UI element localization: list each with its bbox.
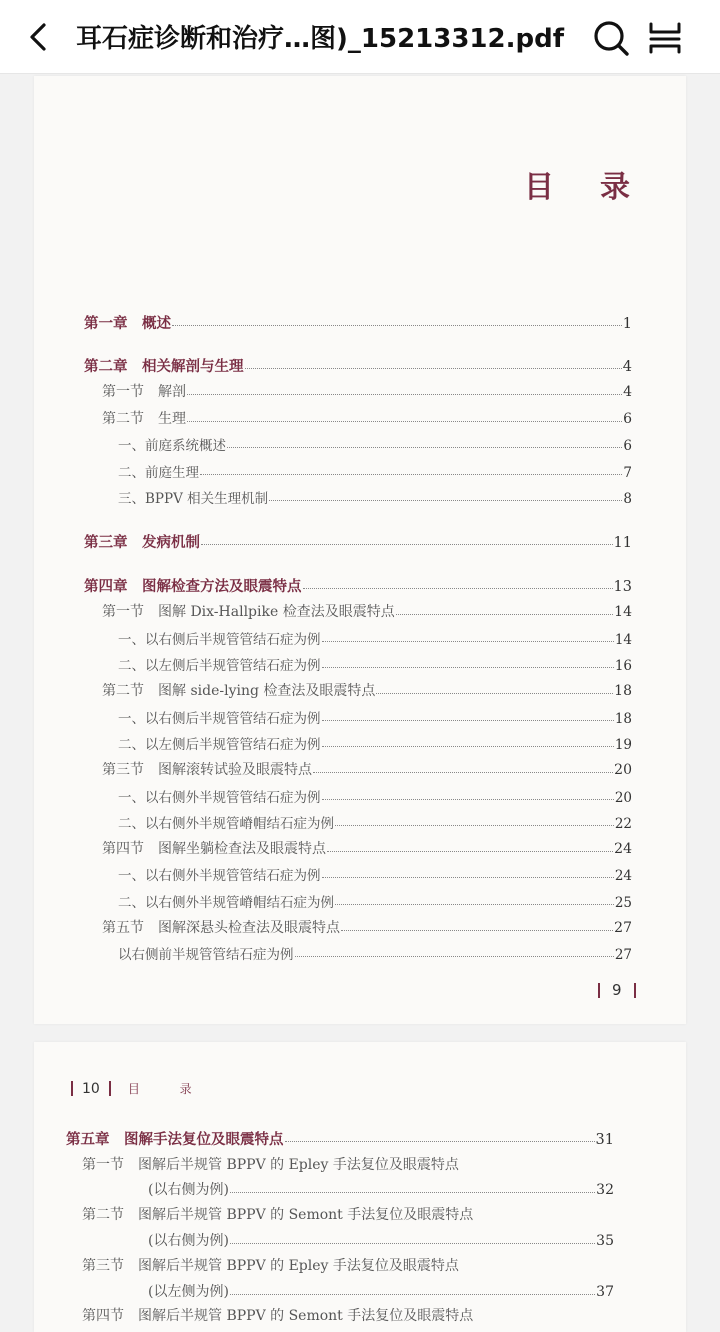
toc-entry[interactable]: 一、以右侧后半规管管结石症为例 18 xyxy=(118,711,632,727)
toc-entry[interactable]: 三、BPPV 相关生理机制 8 xyxy=(118,491,632,507)
toc-entry[interactable]: 第一节 图解后半规管 BPPV 的 Epley 手法复位及眼震特点 xyxy=(82,1157,459,1173)
toc-entry[interactable]: 第三节 图解后半规管 BPPV 的 Epley 手法复位及眼震特点 xyxy=(82,1258,459,1274)
toc-entry[interactable]: 第二节 图解后半规管 BPPV 的 Semont 手法复位及眼震特点 xyxy=(82,1207,474,1223)
toc-entry[interactable]: 第三节 图解滚转试验及眼震特点 20 xyxy=(102,762,632,778)
back-button[interactable] xyxy=(22,21,54,53)
toc-entry[interactable]: 一、以右侧后半规管管结石症为例 14 xyxy=(118,632,632,648)
toc-entry[interactable]: (以右侧为例) 35 xyxy=(148,1233,614,1249)
toc-entry[interactable]: 第三章 发病机制 11 xyxy=(84,534,632,551)
running-title: 目 录 xyxy=(127,1082,210,1096)
toc-entry[interactable]: 一、前庭系统概述 6 xyxy=(118,438,632,454)
divider xyxy=(71,1081,73,1096)
toc-entry[interactable]: 二、以左侧后半规管管结石症为例 19 xyxy=(118,737,632,753)
document-title: 耳石症诊断和治疗…图)_15213312.pdf xyxy=(76,24,565,54)
search-button[interactable] xyxy=(592,19,630,57)
toc-entry[interactable]: 第一节 解剖 4 xyxy=(102,384,632,400)
toc-heading xyxy=(524,162,632,206)
page-number: 9 xyxy=(612,981,622,999)
toc-entry[interactable]: 二、前庭生理 7 xyxy=(118,465,632,481)
toc-entry[interactable]: 第五节 图解深悬头检查法及眼震特点 27 xyxy=(102,920,632,936)
menu-icon xyxy=(647,20,683,56)
divider xyxy=(109,1081,111,1096)
chevron-left-icon xyxy=(27,22,49,52)
search-icon xyxy=(592,19,630,57)
toc-entry[interactable]: (以左侧为例) 37 xyxy=(148,1284,614,1300)
divider xyxy=(634,983,636,998)
toc-heading-char-2: 录 xyxy=(600,170,632,205)
toc-heading-char-1: 目 xyxy=(524,170,556,205)
toc-entry[interactable]: 第四节 图解后半规管 BPPV 的 Semont 手法复位及眼震特点 xyxy=(82,1308,474,1324)
toc-entry[interactable]: 二、以右侧外半规管嵴帽结石症为例 25 xyxy=(118,895,632,911)
menu-button[interactable] xyxy=(647,20,683,56)
page-number-footer xyxy=(586,981,648,999)
divider xyxy=(598,983,600,998)
toc-entry[interactable]: 一、以右侧外半规管管结石症为例 20 xyxy=(118,790,632,806)
toc-entry[interactable]: 第一节 图解 Dix-Hallpike 检查法及眼震特点 14 xyxy=(102,604,632,620)
toc-entry[interactable]: 第二节 图解 side-lying 检查法及眼震特点 18 xyxy=(102,683,632,699)
toc-entry[interactable]: 第四节 图解坐躺检查法及眼震特点 24 xyxy=(102,841,632,857)
page-number: 10 xyxy=(82,1080,100,1097)
toc-entry[interactable]: 以右侧前半规管管结石症为例 27 xyxy=(118,947,632,963)
toc-entry[interactable]: 第四章 图解检查方法及眼震特点 13 xyxy=(84,578,632,595)
pdf-page-9 xyxy=(34,76,686,1024)
toc-entry[interactable]: (以右侧为例) 32 xyxy=(148,1182,614,1198)
toc-entry[interactable]: 第二章 相关解剖与生理 4 xyxy=(84,358,632,375)
top-bar xyxy=(0,0,720,74)
toc-entry[interactable]: 二、以左侧后半规管管结石症为例 16 xyxy=(118,658,632,674)
toc-entry[interactable]: 第五章 图解手法复位及眼震特点 31 xyxy=(66,1131,614,1148)
pdf-page-10 xyxy=(34,1042,686,1332)
toc-entry[interactable]: 第二节 生理 6 xyxy=(102,411,632,427)
toc-entry[interactable]: 二、以右侧外半规管嵴帽结石症为例 22 xyxy=(118,816,632,832)
toc-entry[interactable]: 第一章 概述 1 xyxy=(84,315,632,332)
page-running-header xyxy=(62,1080,210,1097)
toc-entry[interactable]: 一、以右侧外半规管管结石症为例 24 xyxy=(118,868,632,884)
